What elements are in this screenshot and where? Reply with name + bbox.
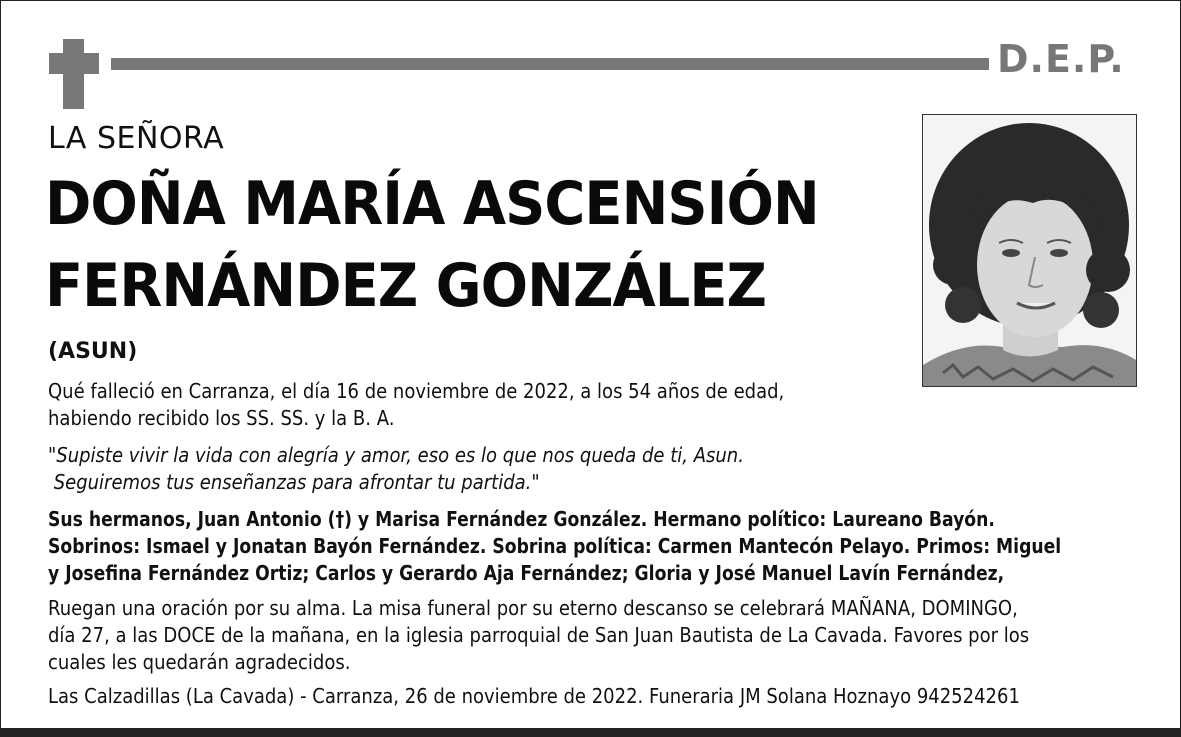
family-line: Sus hermanos, Juan Antonio (†) y Marisa Fernández González. Hermano político: Laureano Bayón.: [48, 507, 995, 531]
mass-line: Ruegan una oración por su alma. La misa funeral por su eterno descanso se celebrará MAÑANA, DOMINGO,: [48, 596, 1018, 620]
deceased-name-line-1: DOÑA MARÍA ASCENSIÓN: [45, 169, 819, 239]
memorial-quote: [48, 442, 744, 496]
header-rule: [111, 58, 989, 70]
deceased-photo: [922, 114, 1137, 387]
funeral-mass-details: [48, 595, 1029, 676]
death-details: [48, 378, 784, 432]
quote-line: Seguiremos tus enseñanzas para afrontar tu partida.": [48, 470, 540, 494]
cross-vertical-bar: [63, 39, 84, 109]
cross-horizontal-bar: [49, 53, 99, 74]
nickname: (ASUN): [48, 339, 138, 364]
deceased-name-line-2: FERNÁNDEZ GONZÁLEZ: [45, 251, 767, 321]
bottom-border: [1, 728, 1180, 736]
family-line: Sobrinos: Ismael y Jonatan Bayón Fernández. Sobrina política: Carmen Mantecón Pelayo. Primos: Miguel: [48, 534, 1062, 558]
mass-line: día 27, a las DOCE de la mañana, en la iglesia parroquial de San Juan Bautista de La Cavada. Favores por los: [48, 623, 1030, 647]
family-line: y Josefina Fernández Ortiz; Carlos y Gerardo Aja Fernández; Gloria y José Manuel Lavín Fernández,: [48, 561, 1005, 585]
death-details-line: Qué falleció en Carranza, el día 16 de noviembre de 2022, a los 54 años de edad,: [48, 379, 785, 403]
honorific-label: LA SEÑORA: [48, 121, 225, 156]
family-members: [48, 506, 1061, 587]
dep-label: D.E.P.: [997, 37, 1125, 81]
place-date-funeral-home: Las Calzadillas (La Cavada) - Carranza, 26 de noviembre de 2022. Funeraria JM Solana Hoznayo 942524261: [48, 684, 1020, 708]
portrait-image: [923, 115, 1136, 386]
mass-line: cuales les quedarán agradecidos.: [48, 650, 351, 674]
death-details-line: habiendo recibido los SS. SS. y la B. A.: [48, 406, 395, 430]
quote-line: "Supiste vivir la vida con alegría y amor, eso es lo que nos queda de ti, Asun.: [48, 443, 744, 467]
